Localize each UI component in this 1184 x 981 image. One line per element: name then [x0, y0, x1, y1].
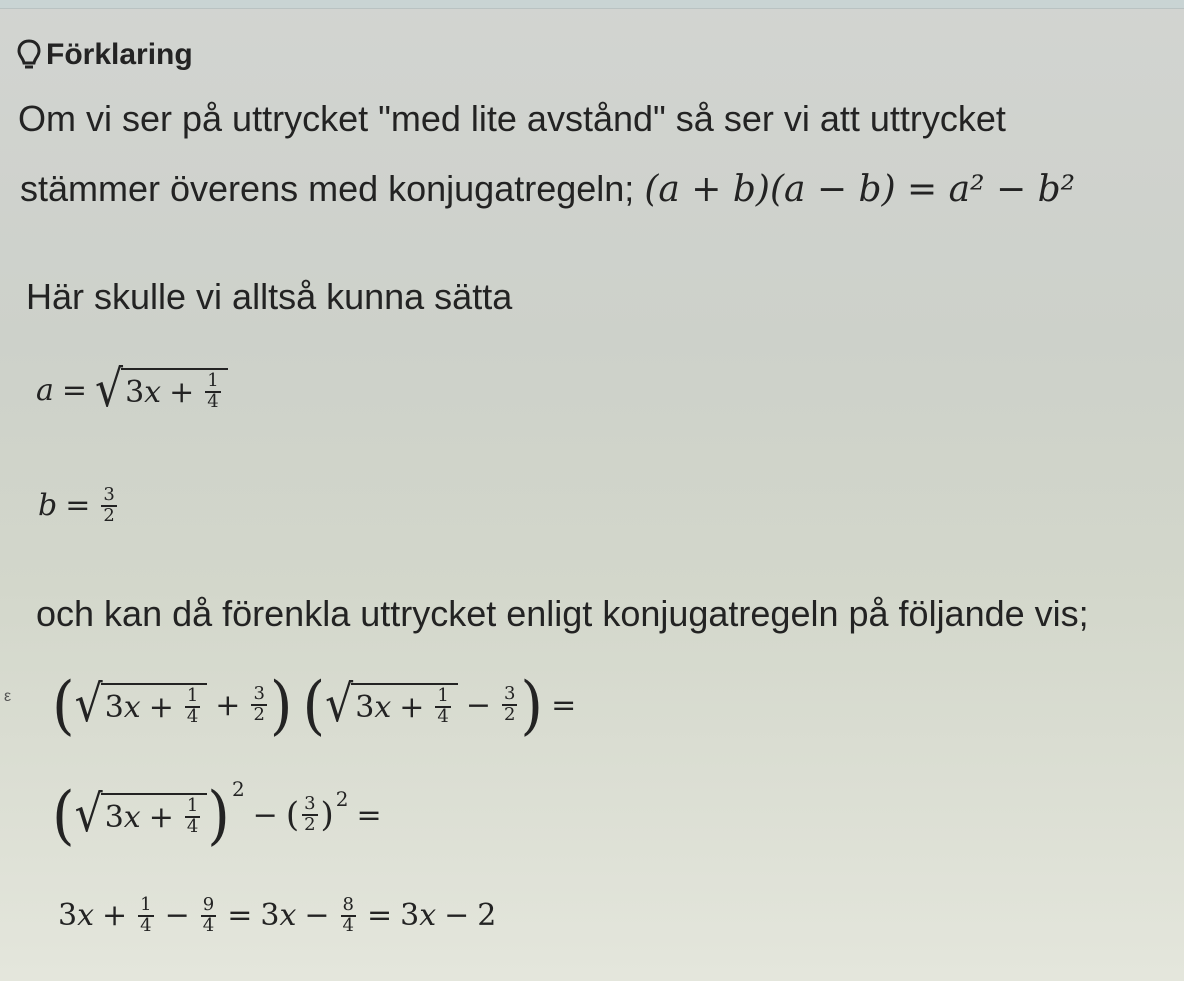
explanation-panel: [0, 8, 1184, 981]
step-2: ( √ 3 x + $\frac{1}{4}$ ) 2 − ( $\frac{3}{2}$ ) 2 =: [52, 777, 382, 853]
step-1: ( √ 3 x + $\frac{1}{4}$ + $\frac{3}{2}$ ) ( √ 3 x + $\frac{1}{4}$ − $\frac{3}{2}$ ) =: [52, 667, 577, 743]
intro-line-2: [20, 168, 1075, 210]
conjugate-rule-formula: (a + b)(a − b) = a² − b²: [644, 169, 1076, 210]
explanation-header: [16, 38, 193, 72]
sqrt-expression: √ 3 x + $\frac{1}{4}$: [95, 368, 228, 412]
edge-mark: ε: [4, 688, 12, 705]
set-text: Här skulle vi alltså kunna sätta: [26, 276, 513, 317]
a-definition: a = √ 3 x + $\frac{1}{4}$: [36, 368, 228, 412]
lightbulb-icon: [16, 38, 42, 72]
b-definition: b = $\frac{3}{2}$: [38, 484, 115, 526]
simplify-text: och kan då förenkla uttrycket enligt konjugatregeln på följande vis;: [36, 593, 1089, 634]
intro-line-1: Om vi ser på uttrycket "med lite avstånd" så ser vi att uttrycket: [18, 98, 1006, 139]
header-label: Förklaring: [46, 38, 193, 71]
step-3: 3 x + $\frac{1}{4}$ − $\frac{9}{4}$ = 3 x − $\frac{8}{4}$ = 3 x − 2: [58, 894, 497, 936]
intro-line-2-text: stämmer överens med konjugatregeln;: [20, 168, 645, 209]
